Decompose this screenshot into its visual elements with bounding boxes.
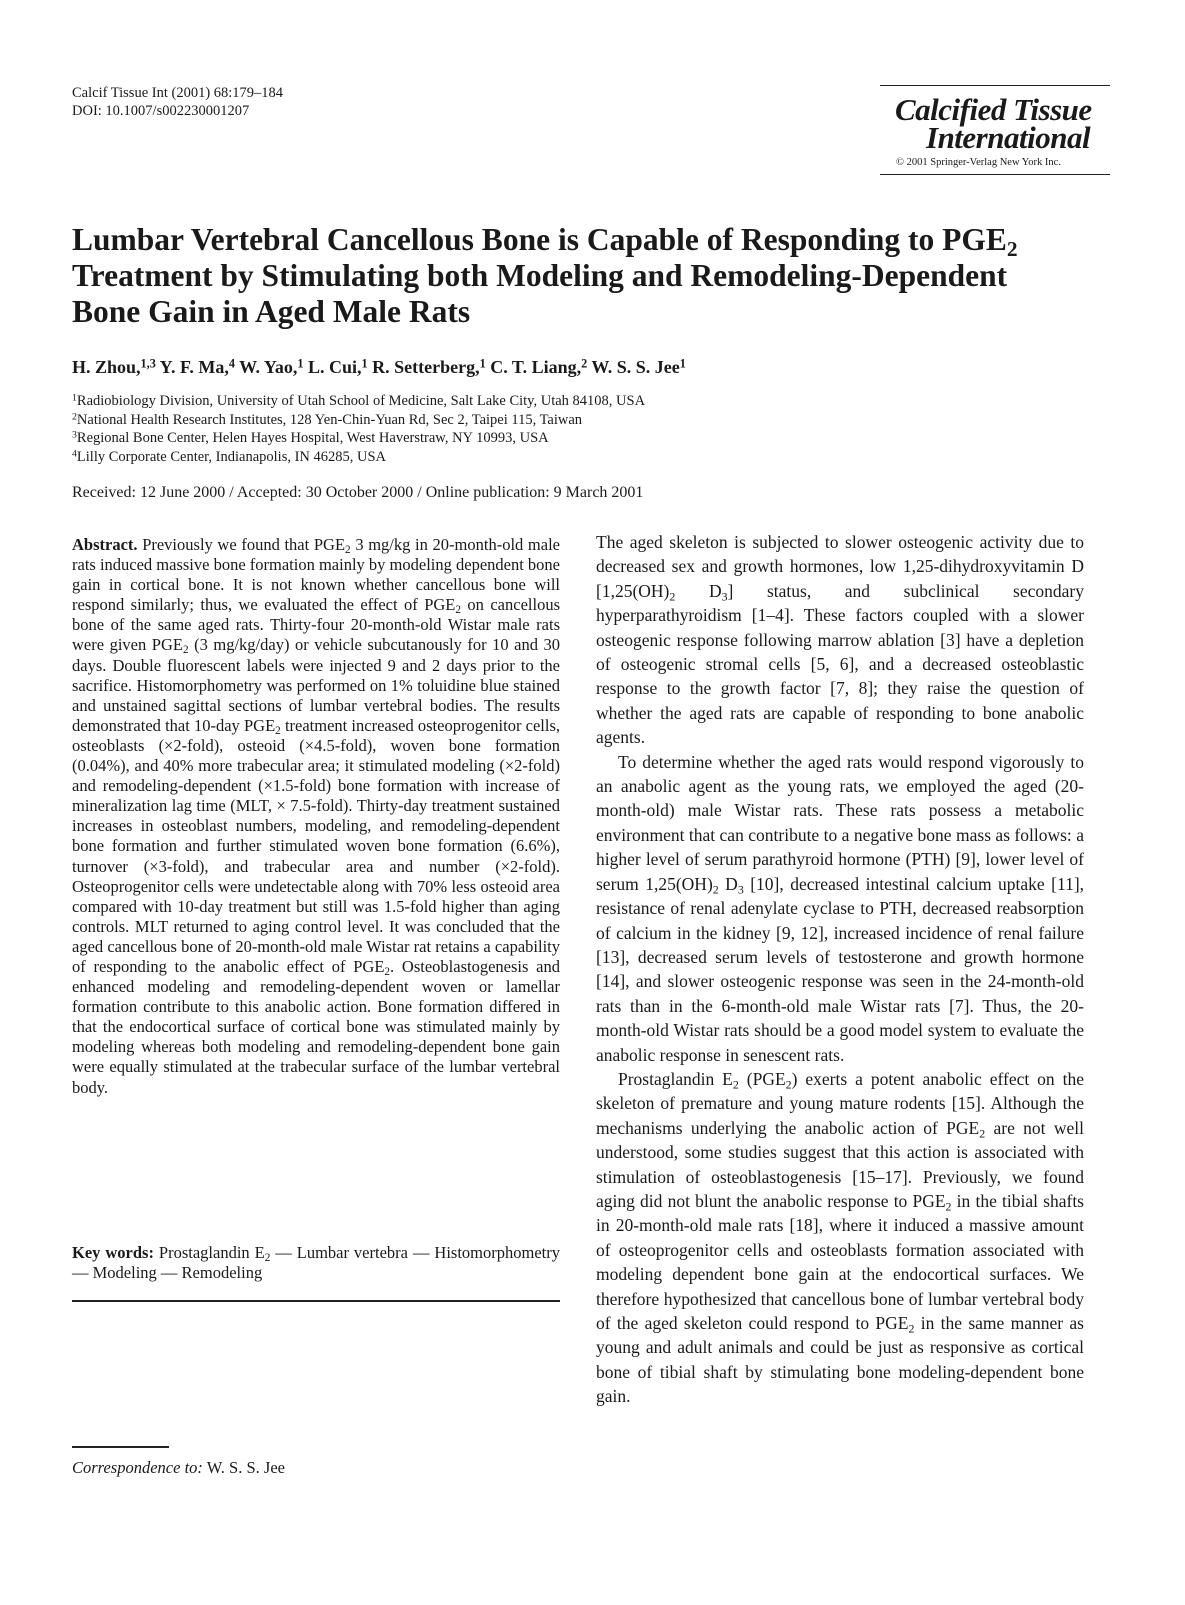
copyright-notice: © 2001 Springer-Verlag New York Inc.: [896, 157, 1061, 168]
affiliation: $^3$Regional Bone Center, Helen Hayes Hospital, West Haverstraw, NY 10993, USA: [72, 429, 549, 446]
author: W. Yao,$^1$: [239, 356, 304, 377]
paragraph: The aged skeleton is subjected to slower osteogenic activity due to decreased sex and growth hormones, low 1,25-dihydroxyvitamin D [$1,25(OH)_2$ $D_3$] status, and subclinical secondary hyperparathyroidism [1–4]. These factors coupled with a slower osteogenic response following marrow ablation [3] have a depletion of osteogenic stromal cells [5, 6], and a decreased osteoblastic response to the growth factor [7, 8]; they raise the question of whether the aged rats are capable of responding to bone anabolic agents.: [596, 532, 1084, 748]
footnote-divider: [72, 1446, 169, 1448]
affiliation: $^1$Radiobiology Division, University of Utah School of Medicine, Salt Lake City, Utah 84108, USA: [72, 392, 646, 409]
affiliation: $^2$National Health Research Institutes, 128 Yen-Chin-Yuan Rd, Sec 2, Taipei 115, Taiwan: [72, 411, 583, 428]
abstract-label: Abstract.: [72, 535, 138, 554]
keywords: Key words: Prostaglandin $E_2$ — Lumbar vertebra — Histomorphometry — Modeling — Remodeling: [72, 1243, 560, 1282]
title-line-1: Lumbar Vertebral Cancellous Bone is Capable of Responding to $PGE_2$: [72, 222, 1018, 261]
author: H. Zhou,$^{1,3}$: [72, 356, 156, 377]
citation-block: [72, 84, 283, 120]
author-list: [72, 357, 686, 378]
correspondence-note: Correspondence to: W. S. S. Jee: [72, 1458, 285, 1477]
author: W. S. S. Jee$^1$: [591, 356, 686, 377]
affiliations: [72, 392, 645, 466]
doi-line: DOI: 10.1007/s002230001207: [72, 103, 250, 119]
journal-name-line2: International: [926, 120, 1091, 155]
abstract: Abstract. Previously we found that $PGE_2$ 3 mg/kg in 20-month-old male rats induced massive bone formation mainly by modeling dependent bone gain in cortical bone. It is not known whether cancellous bone will respond similarly; thus, we evaluated the effect of $PGE_2$ on cancellous bone of the same aged rats. Thirty-four 20-month-old Wistar male rats were given $PGE_2$ (3 mg/kg/day) or vehicle subcutanously for 10 and 30 days. Double fluorescent labels were injected 9 and 2 days prior to the sacrifice. Histomorphometry was performed on 1% toluidine blue stained and unstained sagittal sections of lumbar vertebral bodies. The results demonstrated that 10-day $PGE_2$ treatment increased osteoprogenitor cells, osteoblasts (×2-fold), osteoid (×4.5-fold), woven bone formation (0.04%), and 40% more trabecular area; it stimulated modeling (×2-fold) and remodeling-dependent (×1.5-fold) bone formation with increase of mineralization lag time (MLT, × 7.5-fold). Thirty-day treatment sustained increases in osteoblast numbers, modeling, and remodeling-dependent bone formation and further stimulated woven bone formation (6.6%), turnover (×3-fold), and trabecular area and number (×2-fold). Osteoprogenitor cells were undetectable along with 70% less osteoid area compared with 10-day treatment but still was 1.5-fold higher than aging controls. MLT returned to aging control level. It was concluded that the aged cancellous bone of 20-month-old male Wistar rat retains a capability of responding to the anabolic effect of $PGE_2$. Osteoblastogenesis and enhanced modeling and remodeling-dependent woven or lamellar formation contribute to this anabolic action. Bone formation differed in that the endocortical surface of cortical bone was stimulated mainly by modeling whereas both modeling and remodeling-dependent bone gain were equally stimulated at the trabecular surface of the lumbar vertebral body.: [72, 535, 561, 1097]
title-line-2: Treatment by Stimulating both Modeling and Remodeling-Dependent: [72, 258, 1008, 293]
author: C. T. Liang,$^2$: [490, 356, 588, 377]
journal-logo: [880, 85, 1110, 175]
paragraph: Prostaglandin $E_2$ $(PGE_2)$ exerts a potent anabolic effect on the skeleton of premature and young mature rodents [15]. Although the mechanisms underlying the anabolic action of $PGE_2$ are not well understood, some studies suggest that this action is associated with stimulation of osteoblastogenesis [15–17]. Previously, we found aging did not blunt the anabolic response to $PGE_2$ in the tibial shafts in 20-month-old male rats [18], where it induced a massive amount of osteoprogenitor cells and osteoblasts formation associated with modeling dependent bone gain at the endocortical surfaces. We therefore hypothesized that cancellous bone of lumbar vertebral body of the aged skeleton could respond to $PGE_2$ in the same manner as young and adult animals and could be just as responsive as cortical bone of tibial shaft by stimulating bone modeling-dependent bone gain.: [596, 1068, 1085, 1407]
publication-dates: Received: 12 June 2000 / Accepted: 30 October 2000 / Online publication: 9 March 2001: [72, 484, 644, 501]
section-divider: [72, 1300, 560, 1302]
affiliation: $^4$Lilly Corporate Center, Indianapolis, IN 46285, USA: [72, 448, 387, 465]
title-line-3: Bone Gain in Aged Male Rats: [72, 294, 471, 329]
author: Y. F. Ma,$^4$: [159, 356, 235, 377]
author: L. Cui,$^1$: [307, 356, 368, 377]
body-column-right: [596, 530, 1084, 1409]
author: R. Setterberg,$^1$: [372, 356, 486, 377]
paper-title: [72, 222, 1112, 330]
paragraph: To determine whether the aged rats would respond vigorously to an anabolic agent as the young rats, we employed the aged (20-month-old) male Wistar rats. These rats possess a metabolic environment that can contribute to a negative bone mass as follows: a higher level of serum parathyroid hormone (PTH) [9], lower level of serum $1,25(OH)_2$ $D_3$ [10], decreased intestinal calcium uptake [11], resistance of renal adenylate cyclase to PTH, decreased reabsorption of calcium in the kidney [9, 12], increased incidence of renal failure [13], decreased serum levels of testosterone and growth hormone [14], and slower osteogenic response was seen in the 24-month-old rats than in the 6-month-old male Wistar rats [7]. Thus, the 20-month-old Wistar rats should be a good model system to evaluate the anabolic response in senescent rats.: [596, 751, 1085, 1065]
journal-name-line1: Calcified Tissue: [895, 92, 1092, 127]
citation-line: Calcif Tissue Int (2001) 68:179–184: [72, 85, 284, 101]
keywords-label: Key words:: [72, 1243, 154, 1262]
